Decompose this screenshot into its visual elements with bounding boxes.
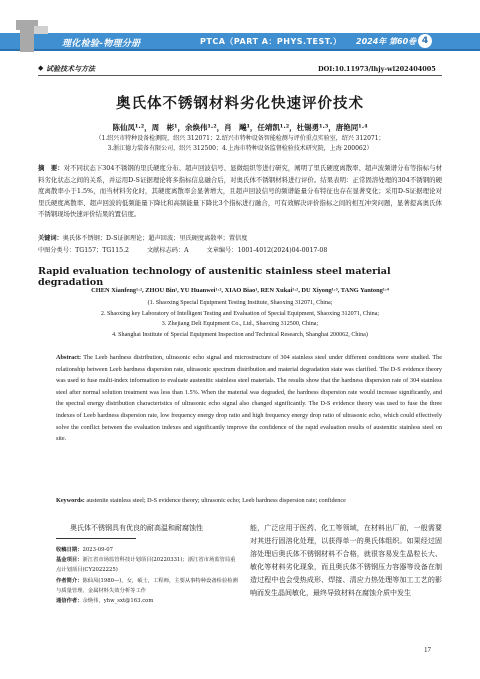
- affiliations-chinese: [40, 134, 440, 154]
- affiliation-line: 3. Zhejiang Deli Equipment Co., Ltd., Shaoxing 312500, China;: [161, 321, 319, 328]
- footnote-text: 余焕伟，yhw_sxt@163.com: [82, 598, 154, 605]
- article-number: 文章编号：1001-4012(2024)04-0017-08: [206, 247, 328, 254]
- keywords-english-text: austenite stainless steel; D-S evidence theory; ultrasonic echo; Leeb hardness dispersion rate; confidence: [86, 497, 346, 504]
- section-tag-marker-icon: ◆: [38, 64, 44, 72]
- issue-number-badge: 4: [418, 34, 432, 48]
- footnote-item: [56, 555, 238, 575]
- clc-number: 中图分类号：TG157；TG115.2: [38, 247, 129, 254]
- journal-name: PTCA（PART A：PHYS.TEST.）: [200, 37, 342, 46]
- affiliation-line: (1. Shaoxing Special Equipment Testing Institute, Shaoxing 312071, China;: [147, 300, 333, 306]
- abstract-chinese: [38, 163, 442, 221]
- journal-logo-icon: [8, 16, 68, 52]
- classification-line: [38, 245, 442, 254]
- keywords-english: [56, 495, 442, 507]
- body-text-right: 能，广泛应用于医药、化工等领域，在材料出厂前，一般需要对其进行固溶化处理，以获得单一的奥氏体组织。如果经过固溶处理后奥氏体不锈钢材料不合格，就很容易发生晶粒长大、敏化等材料劣化现象，而且奥氏体不锈钢压力容器等设备在制造过程中也会受热成形、焊接、清应力热处理等加工工艺的影响而发生晶间敏化，最终导致材料在腐蚀介质中发生: [250, 524, 442, 597]
- keywords-english-label: Keywords:: [56, 497, 85, 504]
- affiliation-line: 4. Shanghai Institute of Special Equipment Inspection and Technical Research, Shanghai 200062, China): [112, 331, 368, 338]
- footnote-rule: [56, 538, 136, 539]
- document-code: 文献标志码：A: [146, 247, 189, 254]
- title-chinese: 奥氏体不锈钢材料劣化快速评价技术: [116, 96, 364, 112]
- footnotes: [56, 545, 238, 606]
- affiliations-english: [38, 298, 442, 340]
- keywords-chinese: [38, 233, 442, 242]
- footnote-text: 2023-09-07: [82, 547, 114, 553]
- section-tag: 试验技术与方法: [46, 65, 95, 73]
- authors-chinese: 陈仙凤¹·²，周 彬¹，余焕伟¹·²，肖 飚¹，任靖凯¹·²，杜锡勇¹·³，唐艳同¹·⁴: [112, 123, 368, 132]
- keywords-chinese-text: 奥氏体不锈钢；D-S证据理论；超声回波；里氏硬度离散率；置信度: [62, 235, 248, 242]
- footnote-label: 基金项目：: [56, 557, 83, 564]
- abstract-english-label: Abstract:: [56, 354, 82, 361]
- abstract-chinese-text: 对不同状态下304不锈钢的里氏硬度分布、超声回波信号、显微组织等进行研究，阐明了里氏硬度离散率、超声波频谱分布等指标与材料劣化状态之间的关系，并运用D-S证据理论将多指标信息融合后，对奥氏体不锈钢材料进行评价。结果表明：正常固溶处理的304不锈钢的硬度离散率小于1.5%，而当材料劣化时，其硬度离散率会显著增大，且超声回波信号的频谱能量分布特征也存在显著变化；采用D-S证据理论对里氏硬度离散率、超声回波的低频能量下降比和高频能量下降比3个指标进行融合，可有效解决评价指标之间的相互冲突问题，显著提高奥氏体不锈钢现场快速评价结果的置信度。: [38, 164, 443, 219]
- title-english: Rapid evaluation technology of austenitic stainless steel material degradation: [38, 266, 391, 288]
- footnote-label: 通信作者：: [56, 598, 83, 605]
- abstract-chinese-label: 摘 要：: [38, 164, 64, 172]
- affiliation-line: 2. Shaoxing key Laboratory of Intelligent Testing and Evaluation of Special Equipment, Shaoxing 312071, China;: [100, 310, 380, 317]
- keywords-chinese-label: 关键词：: [38, 235, 63, 242]
- affiliation-line: 3.浙江德力装备有限公司，绍兴 312500；4.上海市特种设备监督检验技术研究院，上海 200062）: [107, 145, 373, 152]
- authors-english: CHEN Xianfeng¹·², ZHOU Bin¹, YU Huanwei¹·², XIAO Biao¹, REN Xukai¹·², DU Xiyong¹·³, TANG Yantong¹·⁴: [91, 287, 389, 294]
- header-band-underline: [0, 49, 480, 51]
- footnote-item: [56, 596, 238, 606]
- footnote-text: 浙江省市场监管科技计划项目(20220331)；浙江省市场监管局重点计划项目(CY2022225): [56, 557, 236, 574]
- header-rule: [38, 75, 442, 76]
- abstract-english: [56, 352, 442, 445]
- footnote-label: 作者简介：: [56, 577, 83, 584]
- page-number: 17: [424, 646, 431, 654]
- abstract-english-text: The Leeb hardness distribution, ultrasonic echo signal and microstructure of 304 stainless steel under different conditions were studied. The relationship between Leeb hardness dispersion rate, ultrasonic spectrum distribution and material degradation state was clarified. The D-S evidence theory was used to fuse multi-index information to evaluate austenitic stainless steel materials. The results show that the hardness dispersion rate of 304 stainless steel after normal solution treatment was less than 1.5%. When the material was degraded, the hardness dispersion rate would increase significantly, and the spectral energy distribution characteristics of ultrasonic echo signal also changed significantly. The D-S evidence theory was used to fuse the three indexes of Leeb hardness dispersion rate, low frequency energy drop ratio and high frequency energy drop ratio of ultrasonic echo, which could effectively solve the conflict between the evaluation indexes and significantly improve the confidence of the rapid evaluation results of austenitic stainless steel on site.: [56, 354, 442, 443]
- footnote-text: 陈仙凤(1980—)，女，硕士，工程师，主要从事特种设备检验检测与质量管理、金属材料失效分析等工作: [56, 577, 238, 594]
- footnote-item: [56, 545, 238, 555]
- doi: DOI:10.11973/lhjy-wl202404005: [318, 65, 436, 73]
- body-text-left: 奥氏体不锈钢具有优良的耐高温和耐腐蚀性: [70, 524, 203, 532]
- affiliation-line: （1.绍兴市特种设备检测院，绍兴 312071；2.绍兴市特种设备智能检测与评价重点实验室，绍兴 312071；: [95, 135, 385, 142]
- footnote-item: [56, 576, 238, 596]
- journal-logo-text: 理化检验-物理分册: [62, 39, 141, 49]
- issue-info: 2024年 第60卷: [356, 37, 417, 46]
- footnote-label: 收稿日期：: [56, 547, 83, 553]
